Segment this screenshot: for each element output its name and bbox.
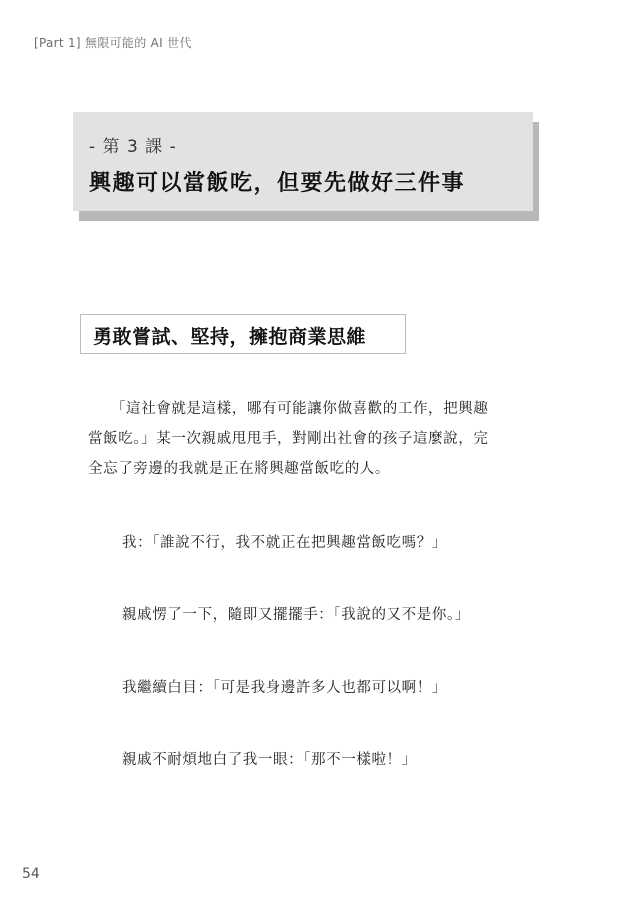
dialogue-line: 我：「誰說不行，我不就正在把興趣當飯吃嗎？」 [122,535,447,551]
lesson-title: 興趣可以當飯吃，但要先做好三件事 [89,171,466,196]
paragraph-line: 全忘了旁邊的我就是正在將興趣當飯吃的人。 [88,461,390,477]
dialogue-line: 我繼續白目：「可是我身邊許多人也都可以啊！」 [122,680,447,696]
running-header: [Part 1] 無限可能的 AI 世代 [34,36,192,50]
lesson-number: - 第 3 課 - [89,137,177,157]
page-number: 54 [22,866,40,882]
opening-paragraph [88,394,538,484]
dialogue-line: 親戚愣了一下，隨即又擺擺手：「我說的又不是你。」 [122,607,470,623]
lesson-title-box [73,112,533,211]
dialogue-line: 親戚不耐煩地白了我一眼：「那不一樣啦！」 [122,752,417,768]
paragraph-line: 當飯吃。」某一次親戚甩甩手，對剛出社會的孩子這麼說，完 [88,431,489,447]
section-title: 勇敢嘗試、堅持，擁抱商業思維 [93,326,367,348]
paragraph-line: 「這社會就是這樣，哪有可能讓你做喜歡的工作，把興趣 [88,401,489,417]
section-heading-box [80,314,406,354]
